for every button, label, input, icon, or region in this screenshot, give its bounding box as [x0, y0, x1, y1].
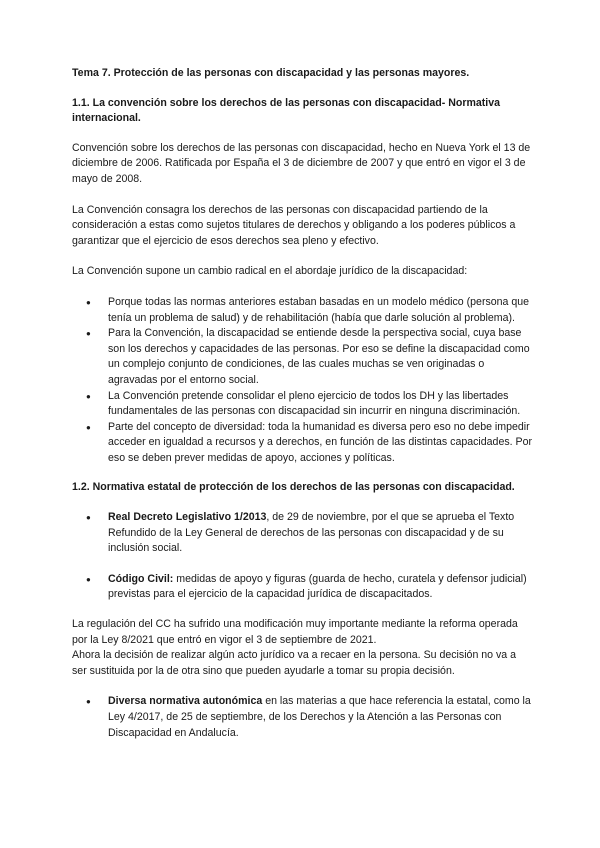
- section-1-paragraph-1: Convención sobre los derechos de las personas con discapacidad, hecho en Nueva York el 13 de diciembre de 2006. Ratificada por España el 3 de diciembre de 2007 y que entró en vigor el 3 de mayo de 2008.: [72, 141, 531, 185]
- bullet-item: ● Porque todas las normas anteriores estaban basadas en un modelo médico (persona que tenía un problema de salud) y de rehabilitación (había que darle solución al problema).: [72, 295, 532, 326]
- bullet-bold-lead: Real Decreto Legislativo 1/2013: [108, 511, 267, 524]
- section-1-heading: 1.1. La convención sobre los derechos de las personas con discapacidad- Normativa internacional.: [72, 96, 501, 125]
- bullet-item: ● Parte del concepto de diversidad: toda la humanidad es diversa pero eso no debe impedir acceder en igualdad a recursos y a derechos, en función de las distintas capacidades. Por eso se deben prever medidas de apoyo, acciones y políticas.: [72, 420, 532, 467]
- section-2-paragraph-1: La regulación del CC ha sufrido una modificación muy importante mediante la reforma operada por la Ley 8/2021 que entró en vigor el 3 de septiembre de 2021.: [72, 618, 518, 646]
- bullet-bold-lead: Diversa normativa autonómica: [108, 695, 263, 708]
- document-page: [72, 66, 532, 753]
- bullet-item: [72, 694, 532, 741]
- document-title: Tema 7. Protección de las personas con discapacidad y las personas mayores.: [72, 67, 470, 79]
- bullet-item: [72, 510, 532, 557]
- section-2-paragraph-2: Ahora la decisión de realizar algún acto jurídico va a recaer en la persona. Su decisión no va a ser sustituida por la de otra sino que pueden ayudarle a tomar su propia decisión.: [72, 649, 517, 677]
- bullet-bold-lead: Código Civil:: [108, 572, 174, 585]
- bullet-item: [72, 572, 532, 603]
- section-1-paragraph-3: La Convención supone un cambio radical en el abordaje jurídico de la discapacidad:: [72, 265, 468, 278]
- bullet-text: medidas de apoyo y figuras (guarda de hecho, curatela y defensor judicial) previstas para el ejercicio de la capacidad jurídica de discapacitados.: [108, 572, 527, 601]
- section-2-heading: 1.2. Normativa estatal de protección de los derechos de las personas con discapacidad.: [72, 481, 515, 494]
- bullet-text: , de 29 de noviembre, por el que se aprueba el Texto Refundido de la Ley General de derechos de las personas con discapacidad y de su inclusión social.: [108, 511, 515, 555]
- section-2-bullet-list-2: [72, 694, 532, 741]
- section-2-bullet-list: [72, 510, 532, 603]
- bullet-text: en las materias a que hace referencia la estatal, como la Ley 4/2017, de 25 de septiembre, de los Derechos y la Atención a las Personas con Discapacidad en Andalucía.: [108, 695, 531, 739]
- bullet-item: ● Para la Convención, la discapacidad se entiende desde la perspectiva social, cuya base son los derechos y capacidades de las personas. Por eso se define la discapacidad como un complejo conjunto de condiciones, de las cuales muchas se ven originadas o agravadas por el entorno social.: [72, 326, 532, 388]
- section-1-paragraph-2: La Convención consagra los derechos de las personas con discapacidad partiendo de la consideración a estas como sujetos titulares de derechos y obligando a los poderes públicos a garantizar que el ejercicio de esos derechos sea pleno y efectivo.: [72, 203, 516, 247]
- section-1-bullet-list: [72, 295, 532, 467]
- bullet-item: ● La Convención pretende consolidar el pleno ejercicio de todos los DH y las libertades fundamentales de las personas con discapacidad sin incurrir en ninguna discriminación.: [72, 389, 532, 420]
